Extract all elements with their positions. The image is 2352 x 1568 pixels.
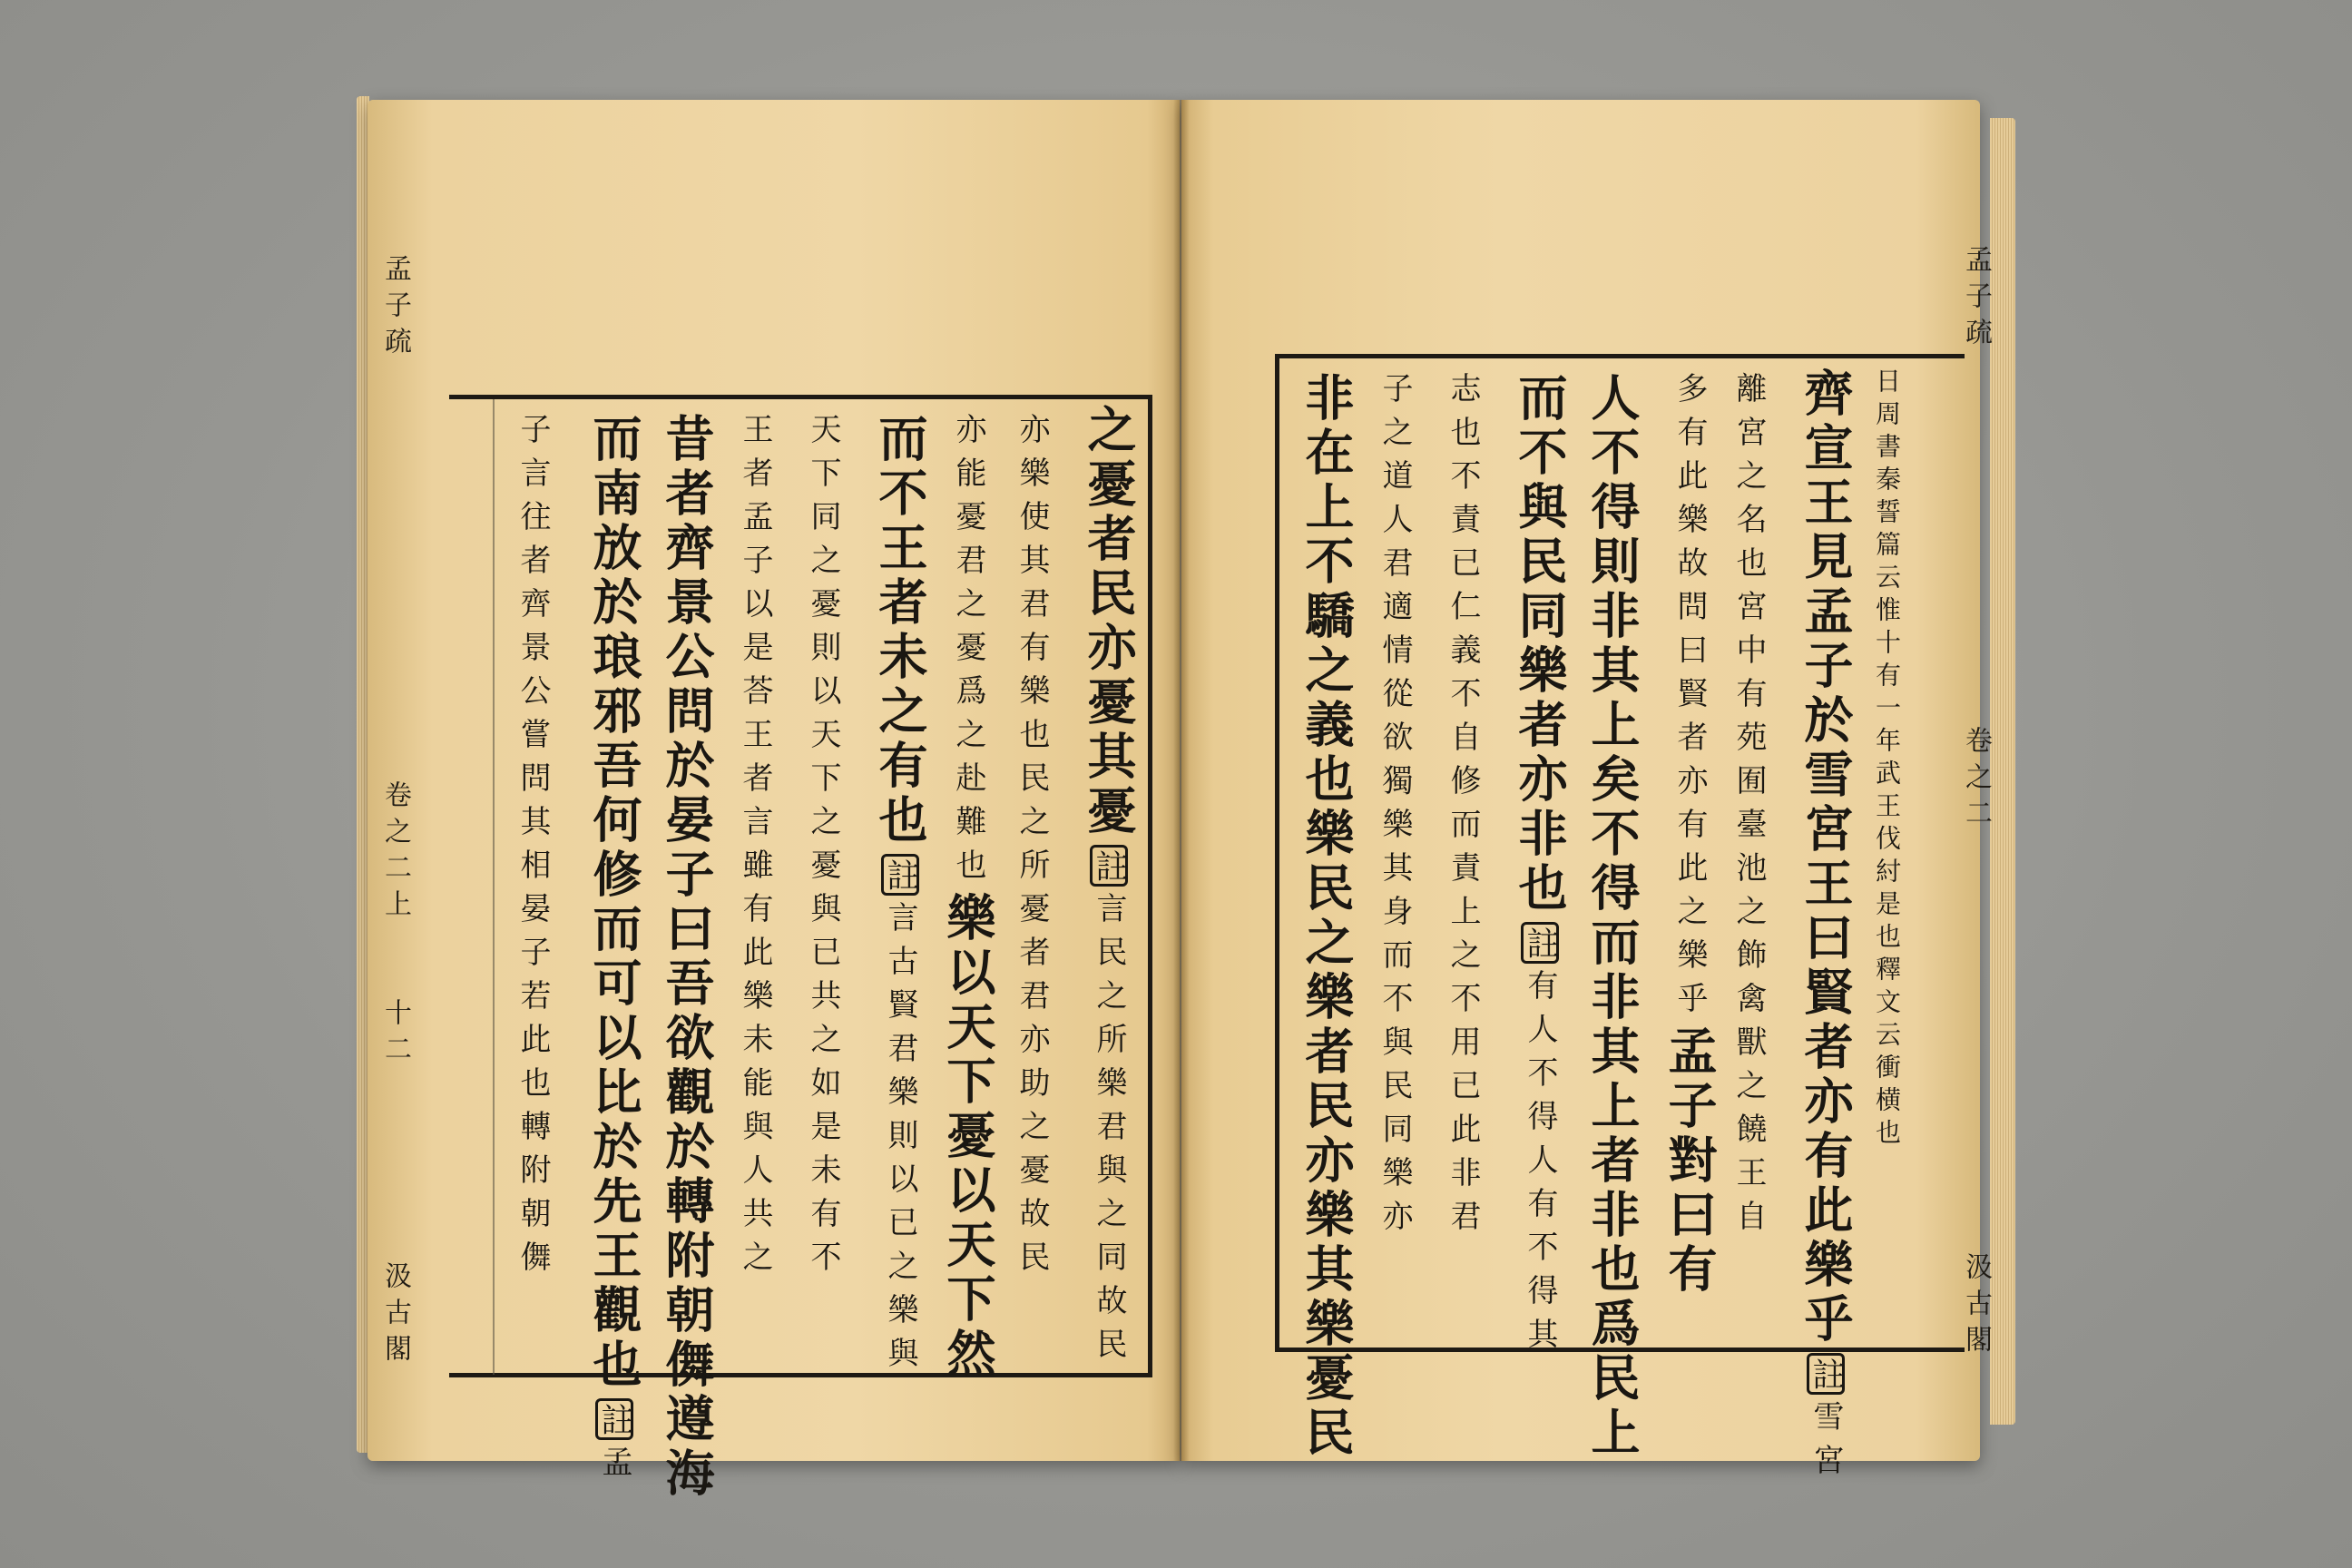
commentary-text: 多有此樂故問曰賢者亦有此之樂乎 <box>1671 372 1708 1025</box>
note-mark: 註 <box>1807 1353 1845 1395</box>
left-margin-page: 十二 <box>379 998 411 1071</box>
open-book <box>368 91 1992 1502</box>
left-col-5: 天下同之憂則以天下之憂與已共之如是未有不 <box>805 413 841 1284</box>
right-margin-chapter: 卷之二 <box>1960 726 1992 835</box>
right-col-5 <box>1511 372 1569 1361</box>
left-col-7: 昔者齊景公問於晏子曰吾欲觀於轉附朝儛遵海 <box>658 413 716 1502</box>
right-col-1 <box>1797 368 1855 1487</box>
main-text: 而不與民同樂者亦非也 <box>1511 372 1569 916</box>
left-col-9: 子言往者齊景公嘗問其相晏子若此也轉附朝儛 <box>514 413 551 1284</box>
right-margin-title: 孟子疏 <box>1960 245 1992 354</box>
note-mark: 註 <box>595 1398 633 1440</box>
note-mark: 註 <box>1521 922 1559 964</box>
right-col-6: 志也不責已仁義不自修而責上之不用已此非君 <box>1445 372 1481 1243</box>
left-margin-publisher: 汲古閣 <box>379 1261 411 1370</box>
column-rule <box>493 399 495 1375</box>
left-col-4 <box>871 413 929 1380</box>
left-col-3 <box>939 413 997 1382</box>
main-text: 之憂者民亦憂其憂 <box>1080 404 1138 839</box>
commentary-text: 亦能憂君之憂爲之赴難也 <box>950 413 986 892</box>
right-col-8: 非在上不驕之義也樂民之樂者民亦樂其樂憂民 <box>1298 372 1356 1461</box>
commentary-text: 有人不得人有不得其 <box>1522 969 1558 1361</box>
main-text: 齊宣王見孟子於雪宮王曰賢者亦有此樂乎 <box>1797 368 1855 1348</box>
main-text: 而不王者未之有也 <box>871 413 929 848</box>
left-col-6: 王者孟子以是荅王者言雖有此樂未能與人共之 <box>737 413 773 1284</box>
book-gutter <box>1173 100 1190 1461</box>
left-col-1 <box>1080 404 1138 1371</box>
right-col-4: 人不得則非其上矣不得而非其上者非也爲民上 <box>1583 372 1642 1461</box>
right-col-7: 子之道人君適情從欲獨樂其身而不與民同樂亦 <box>1377 372 1413 1243</box>
right-col-3 <box>1661 372 1719 1298</box>
right-header-note: 日周書秦誓篇云惟十有一年武王伐紂是也釋文云衝横也 <box>1872 368 1902 1152</box>
left-margin-chapter: 卷之二上 <box>379 780 411 926</box>
main-text: 而南放於琅邪吾何修而可以比於先王觀也 <box>585 413 643 1393</box>
left-col-2: 亦樂使其君有樂也民之所憂者君亦助之憂故民 <box>1014 413 1050 1284</box>
commentary-text: 雪宮 <box>1808 1400 1844 1487</box>
commentary-text: 言民之所樂君與之同故民 <box>1091 892 1127 1371</box>
commentary-text: 言古賢君樂則以已之樂與 <box>882 901 918 1380</box>
right-margin-publisher: 汲古閣 <box>1960 1252 1992 1361</box>
right-col-2: 離宮之名也宮中有苑囿臺池之飾禽獸之饒王自 <box>1730 372 1767 1243</box>
main-text: 孟子對曰有 <box>1661 1025 1719 1298</box>
left-col-8 <box>585 413 643 1489</box>
left-margin-title: 孟子疏 <box>379 254 411 363</box>
main-text: 樂以天下憂以天下然 <box>939 892 997 1382</box>
note-mark: 註 <box>881 854 919 896</box>
note-mark: 註 <box>1090 845 1128 887</box>
commentary-text: 孟 <box>596 1446 632 1489</box>
